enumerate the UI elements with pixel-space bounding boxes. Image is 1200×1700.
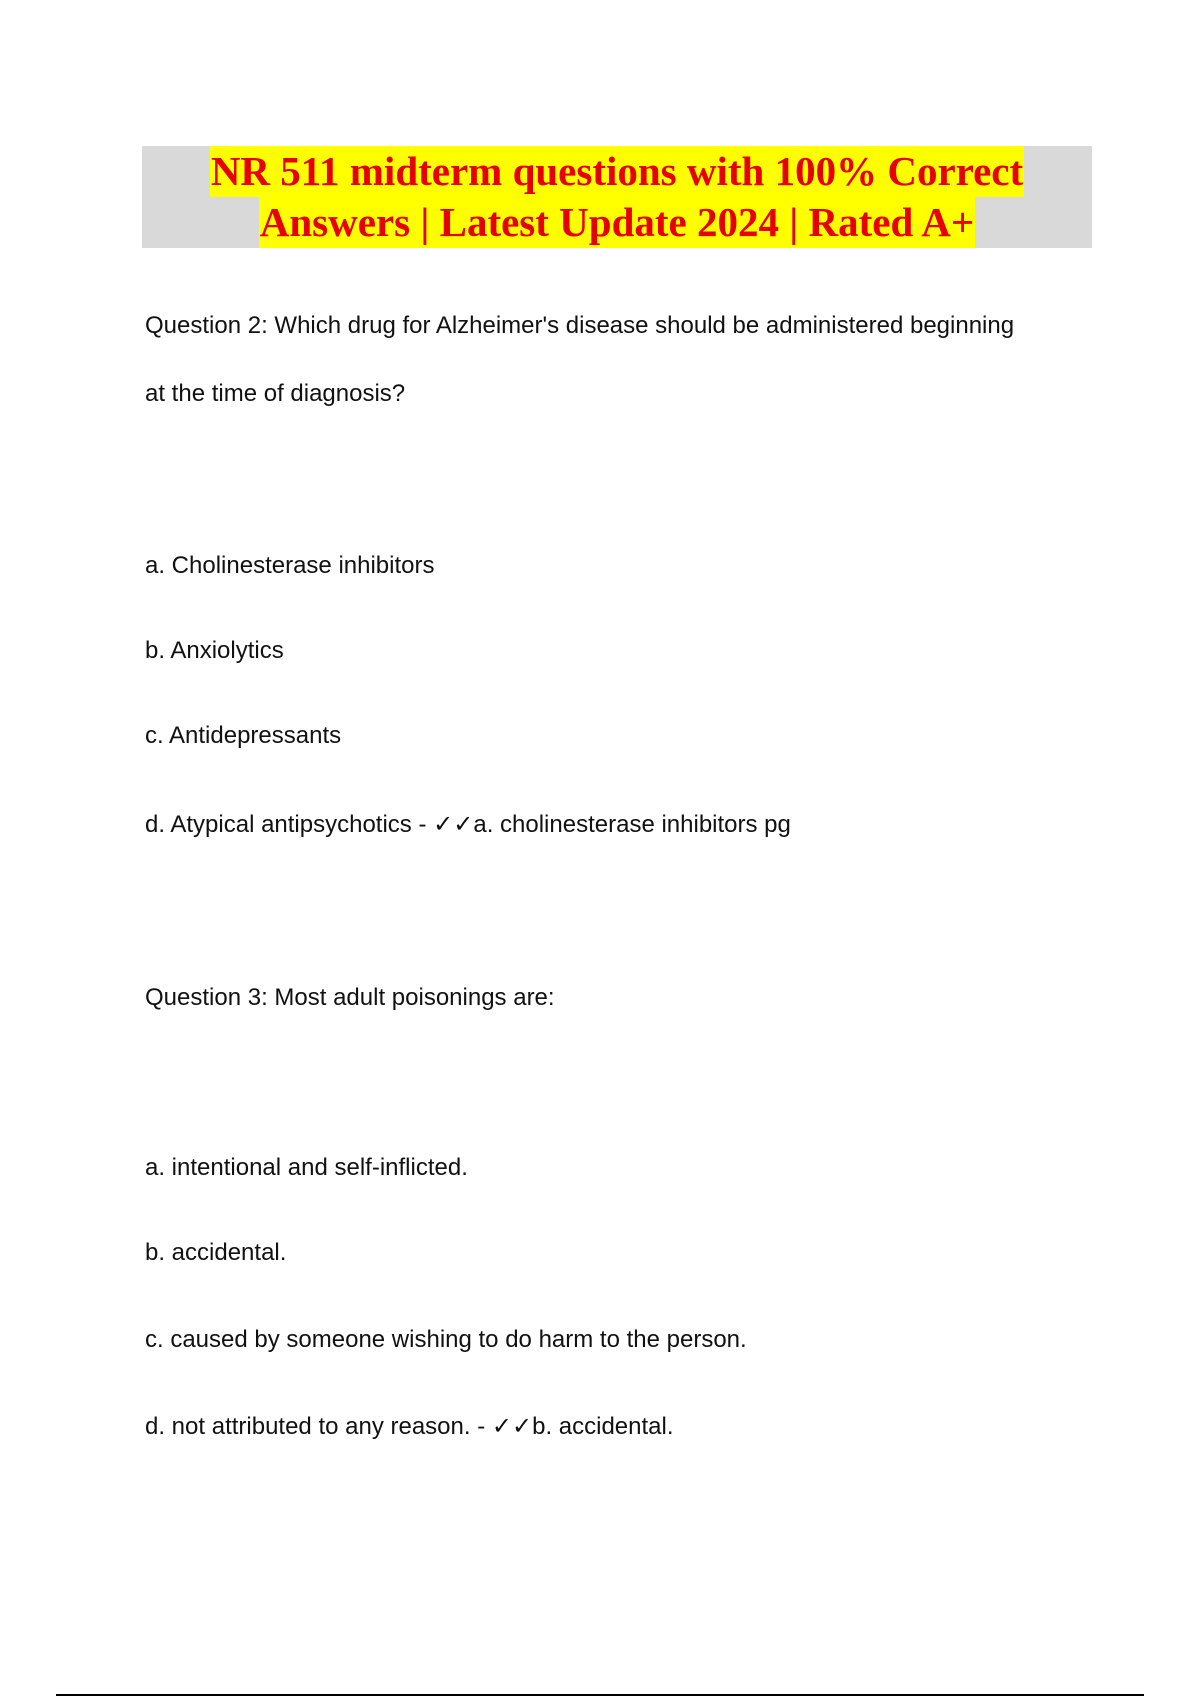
- question-2-prompt-line-2: at the time of diagnosis?: [145, 380, 406, 407]
- document-title-line-1: NR 511 midterm questions with 100% Correct: [210, 146, 1024, 197]
- footer-divider: [56, 1694, 1144, 1696]
- document-title-box: [142, 146, 1092, 248]
- question-3-option-c: c. caused by someone wishing to do harm to the person.: [145, 1326, 747, 1353]
- question-2-option-c: c. Antidepressants: [145, 722, 342, 749]
- question-3-prompt: Question 3: Most adult poisonings are:: [145, 984, 555, 1011]
- question-3-option-d-with-answer: d. not attributed to any reason. - ✓✓b. accidental.: [145, 1413, 674, 1440]
- document-title-line-2: Answers | Latest Update 2024 | Rated A+: [259, 197, 975, 248]
- question-2-option-a: a. Cholinesterase inhibitors: [145, 552, 435, 579]
- question-2-option-d-with-answer: d. Atypical antipsychotics - ✓✓a. cholinesterase inhibitors pg: [145, 811, 791, 838]
- question-3-option-b: b. accidental.: [145, 1239, 287, 1266]
- question-3-option-a: a. intentional and self-inflicted.: [145, 1154, 468, 1181]
- question-2-option-b: b. Anxiolytics: [145, 637, 284, 664]
- question-2-prompt-line-1: Question 2: Which drug for Alzheimer's disease should be administered beginning: [145, 312, 1015, 339]
